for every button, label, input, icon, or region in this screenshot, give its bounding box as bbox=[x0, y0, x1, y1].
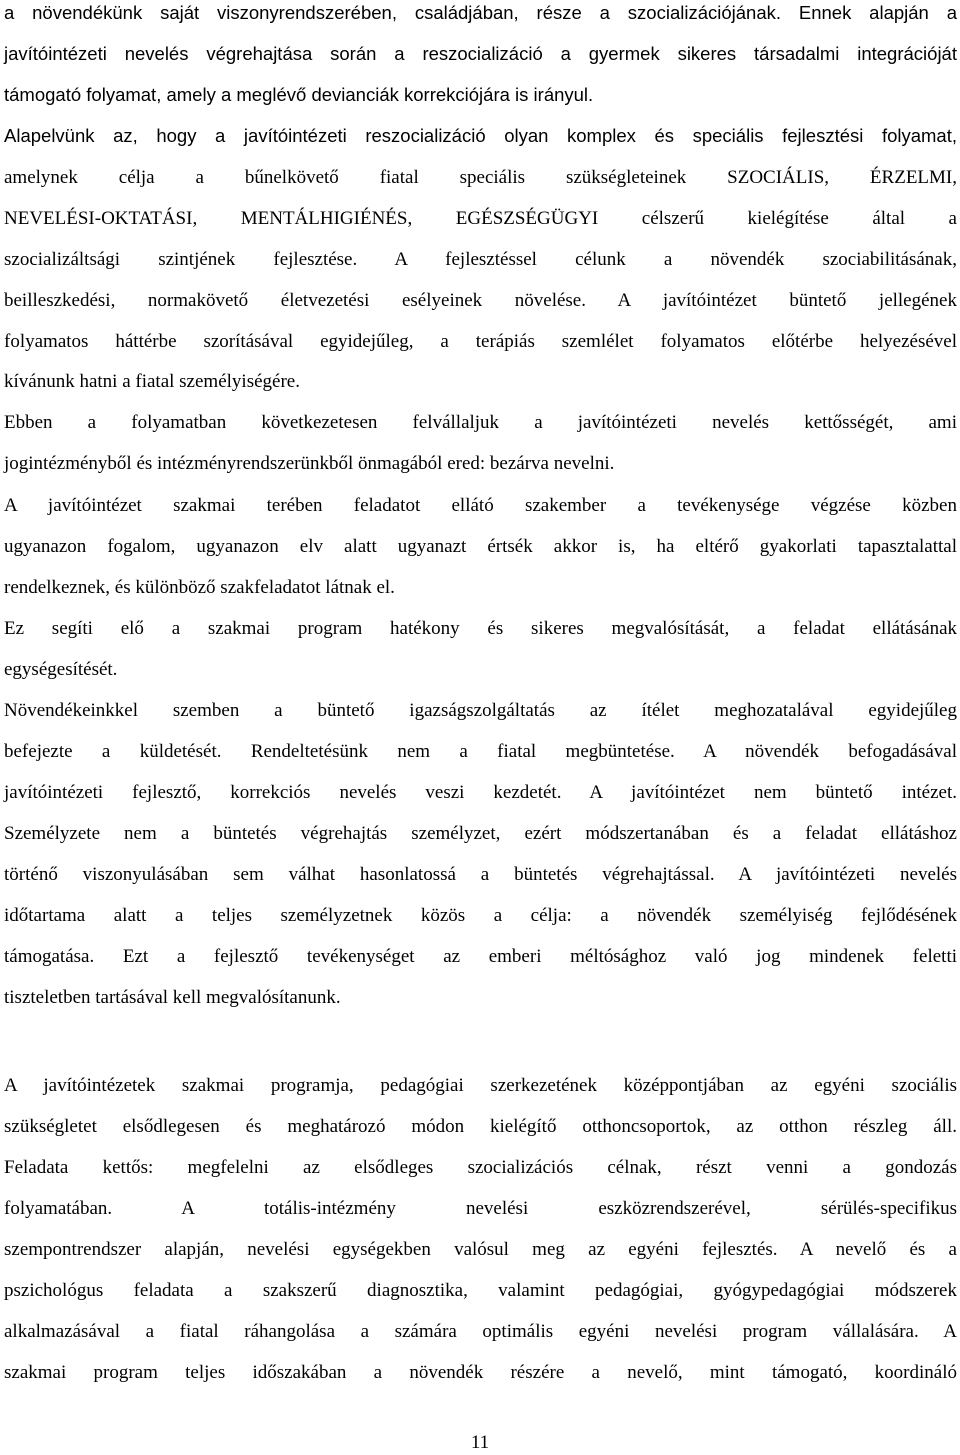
text-line: javítóintézeti nevelés végrehajtása során a reszocializáció a gyermek sikeres társadalmi integrációját bbox=[4, 43, 957, 64]
text-line: szempontrendszer alapján, nevelési egységekben valósul meg az egyéni fejlesztés. A nevelő és a bbox=[4, 1239, 957, 1260]
text-line: folyamatos háttérbe szorításával egyidejűleg, a terápiás szemlélet folyamatos előtérbe helyezésével bbox=[4, 331, 957, 352]
text-line: szakmai program teljes időszakában a növendék részére a nevelő, mint támogató, koordináló bbox=[4, 1362, 957, 1383]
text-line: amelynek célja a bűnelkövető fiatal speciális szükségleteinek SZOCIÁLIS, ÉRZELMI, bbox=[4, 167, 957, 188]
text-line: javítóintézeti fejlesztő, korrekciós nevelés veszi kezdetét. A javítóintézet nem büntető intézet. bbox=[4, 782, 957, 803]
text-line: befejezte a küldetését. Rendeltetésünk nem a fiatal megbüntetése. A növendék befogadásával bbox=[4, 741, 957, 762]
text-line: A javítóintézetek szakmai programja, pedagógiai szerkezetének középpontjában az egyéni szociális bbox=[4, 1075, 957, 1096]
text-line: a növendékünk saját viszonyrendszerében, családjában, része a szocializációjának. Ennek alapján a bbox=[4, 2, 957, 23]
text-line: szükségletet elsődlegesen és meghatározó módon kielégítő otthoncsoportok, az otthon részleg áll. bbox=[4, 1116, 957, 1137]
text-line: folyamatában. A totális-intézmény nevelési eszközrendszerével, sérülés-specifikus bbox=[4, 1198, 957, 1219]
text-line: Ebben a folyamatban következetesen felvállaljuk a javítóintézeti nevelés kettősségét, ami bbox=[4, 412, 957, 433]
text-line: Alapelvünk az, hogy a javítóintézeti reszocializáció olyan komplex és speciális fejlesztési folyamat, bbox=[4, 125, 957, 146]
page-number: 11 bbox=[470, 1432, 490, 1453]
text-line: alkalmazásával a fiatal ráhangolása a számára optimális egyéni nevelési program vállalására. A bbox=[4, 1321, 957, 1342]
text-line: A javítóintézet szakmai terében feladatot ellátó szakember a tevékenysége végzése közben bbox=[4, 495, 957, 516]
text-line: egységesítését. bbox=[4, 659, 118, 680]
text-line: pszichológus feladata a szakszerű diagnosztika, valamint pedagógiai, gyógypedagógiai módszerek bbox=[4, 1280, 957, 1301]
text-line: Személyzete nem a büntetés végrehajtás személyzet, ezért módszertanában és a feladat ellátáshoz bbox=[4, 823, 957, 844]
text-line: rendelkeznek, és különböző szakfeladatot látnak el. bbox=[4, 577, 395, 598]
text-line: támogatása. Ezt a fejlesztő tevékenységet az emberi méltósághoz való jog mindenek feletti bbox=[4, 946, 957, 967]
text-line: jogintézményből és intézményrendszerünkből önmagából ered: bezárva nevelni. bbox=[4, 453, 615, 474]
text-line: szocializáltsági szintjének fejlesztése. A fejlesztéssel célunk a növendék szociabilitásának, bbox=[4, 249, 957, 270]
text-line: Feladata kettős: megfelelni az elsődleges szocializációs célnak, részt venni a gondozás bbox=[4, 1157, 957, 1178]
text-line: beilleszkedési, normakövető életvezetési esélyeinek növelése. A javítóintézet büntető jellegének bbox=[4, 290, 957, 311]
text-line: ugyanazon fogalom, ugyanazon elv alatt ugyanazt értsék akkor is, ha eltérő gyakorlati tapasztalattal bbox=[4, 536, 957, 557]
text-line: tiszteletben tartásával kell megvalósítanunk. bbox=[4, 987, 341, 1008]
text-line: NEVELÉSI-OKTATÁSI, MENTÁLHIGIÉNÉS, EGÉSZSÉGÜGYI célszerű kielégítése által a bbox=[4, 208, 957, 229]
text-line: Ez segíti elő a szakmai program hatékony és sikeres megvalósítását, a feladat ellátásának bbox=[4, 618, 957, 639]
text-line: Növendékeinkkel szemben a büntető igazságszolgáltatás az ítélet meghozatalával egyidejűleg bbox=[4, 700, 957, 721]
text-line: kívánunk hatni a fiatal személyiségére. bbox=[4, 371, 300, 392]
text-line: támogató folyamat, amely a meglévő devianciák korrekciójára is irányul. bbox=[4, 84, 594, 105]
text-line: történő viszonyulásában sem válhat hasonlatossá a büntetés végrehajtással. A javítóintézeti nevelés bbox=[4, 864, 957, 885]
text-line: időtartama alatt a teljes személyzetnek közös a célja: a növendék személyiség fejlődésének bbox=[4, 905, 957, 926]
